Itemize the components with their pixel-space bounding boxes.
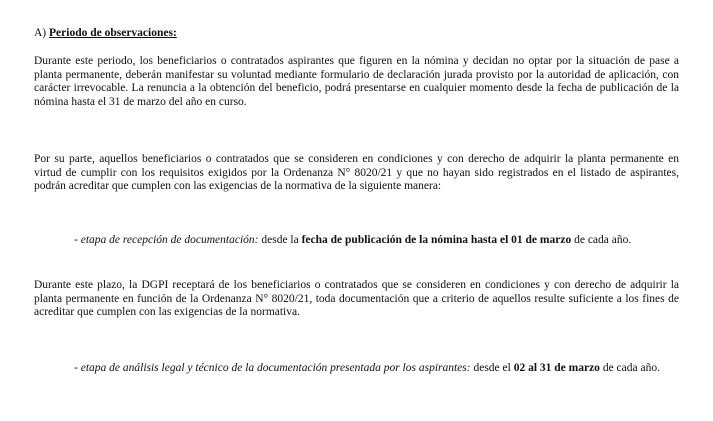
- paragraph-other-applicants: Por su parte, aquellos beneficiarios o contratados que se consideren en condiciones y con derecho de adquirir la planta permanente en virtud de cumplir con los requisitos exigidos por la Ordenanza N° 8020/21 y que no hayan sido registrados en el listado de aspirantes, podrán acreditar que cumplen con las exigencias de la normativa de la siguiente manera:: [34, 153, 679, 193]
- stage-name: etapa de análisis legal y técnico de la documentación presentada por los aspirantes:: [80, 362, 471, 374]
- stage-connector: desde el: [470, 362, 514, 374]
- stage-dates: fecha de publicación de la nómina hasta el 01 de marzo: [301, 234, 572, 246]
- stage-end: de cada año.: [571, 234, 632, 246]
- stage-dash: -: [74, 362, 81, 374]
- paragraph-dgpi-reception: Durante este plazo, la DGPI receptará de los beneficiarios o contratados que se consideren en condiciones y con derecho de adquirir la planta permanente en función de la Ordenanza N° 8020/21, toda documentación que a criterio de aquellos resulte suficiente a los fines de acreditar que cumplen con las exigencias de la normativa.: [34, 279, 679, 319]
- stage-dates: 02 al 31 de marzo: [513, 362, 600, 374]
- paragraph-reception-stage: [34, 234, 679, 248]
- paragraph-observation-period: Durante este periodo, los beneficiarios o contratados aspirantes que figuren en la nómina y decidan no optar por la situación de pase a planta permanente, deberán manifestar su voluntad mediante formulario de declaración jurada provisto por la autoridad de aplicación, con carácter irrevocable. La renuncia a la obtención del beneficio, podrá presentarse en cualquier momento desde la fecha de publicación de la nómina hasta el 31 de marzo del año en curso.: [34, 55, 679, 108]
- stage-end: de cada año.: [599, 362, 660, 374]
- stage-name: etapa de recepción de documentación:: [80, 234, 259, 246]
- stage-connector: desde la: [258, 234, 302, 246]
- stage-dash: -: [74, 234, 81, 246]
- section-label: A): [34, 27, 47, 39]
- paragraph-analysis-stage: [34, 362, 679, 376]
- section-heading: [34, 26, 177, 40]
- section-title: Periodo de observaciones:: [49, 27, 177, 39]
